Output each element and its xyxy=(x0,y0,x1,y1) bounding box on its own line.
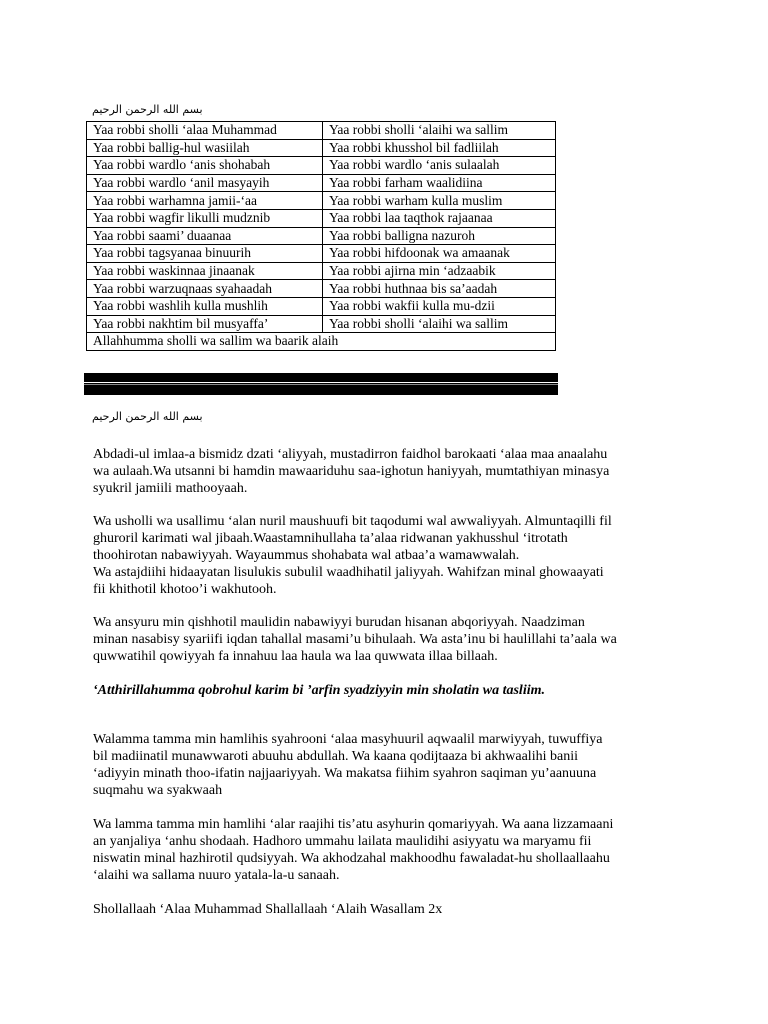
table-cell-left: Yaa robbi tagsyanaa binuurih xyxy=(87,245,323,263)
text-line: Walamma tamma min hamlihis syahrooni ‘alaa masyhuuril aqwaalil marwiyyah, tuwuffiya xyxy=(93,732,603,747)
text-line: Abdadi-ul imlaa-a bismidz dzati ‘aliyyah, mustadirron faidhol barokaati ‘alaa maa anaalahu xyxy=(93,447,608,462)
table-cell-left: Yaa robbi wardlo ‘anil masyayih xyxy=(87,174,323,192)
separator-line xyxy=(84,384,558,385)
table-cell-left: Yaa robbi saami’ duaanaa xyxy=(87,227,323,245)
table-row xyxy=(87,139,556,157)
table-row xyxy=(87,315,556,333)
paragraph-birth xyxy=(93,816,693,884)
text-line: fii khithotil khotoo’i wakhutooh. xyxy=(93,582,277,597)
table-row xyxy=(87,262,556,280)
table-cell-left: Yaa robbi washlih kulla mushlih xyxy=(87,297,323,315)
table-cell-left: Yaa robbi warhamna jamii-‘aa xyxy=(87,192,323,210)
table-cell-right: Yaa robbi huthnaa bis sa’aadah xyxy=(323,280,556,298)
table-footer-row xyxy=(87,333,556,351)
text-line: minan nasabisy syariifi iqdan tahallal masami’u bihulaah. Wa asta’inu bi haulillahi ta’aala wa xyxy=(93,632,617,647)
table-cell-left: Yaa robbi sholli ‘alaa Muhammad xyxy=(87,122,323,140)
table-cell-right: Yaa robbi farham waalidiina xyxy=(323,174,556,192)
text-line: an yanjaliya ‘anhu shodaah. Hadhoro ummahu lailata maulidihi asiyyatu wa maryamu fii xyxy=(93,834,592,849)
table-cell-right: Yaa robbi warham kulla muslim xyxy=(323,192,556,210)
text-line: ghuroril karimati wal jibaah.Waastamnihullaha ta’alaa ridwanan yakhusshul ‘itrotath xyxy=(93,531,568,546)
paragraph-abdullah xyxy=(93,731,693,799)
text-line: ‘Atthirillahumma qobrohul karim bi ’arfin syadziyyin min sholatin wa tasliim. xyxy=(93,683,545,698)
table-cell-right: Yaa robbi wardlo ‘anis sulaalah xyxy=(323,157,556,175)
text-line: Shollallaah ‘Alaa Muhammad Shallallaah ‘Alaih Wasallam 2x xyxy=(93,902,443,917)
table-cell-right: Yaa robbi laa taqthok rajaanaa xyxy=(323,209,556,227)
table-cell-left: Yaa robbi ballig-hul wasiilah xyxy=(87,139,323,157)
table-row xyxy=(87,297,556,315)
text-line: thoohirotan nabawiyyah. Wayaummus shohabata wal atbaa’a wamawwalah. xyxy=(93,548,520,563)
paragraph-refrain xyxy=(93,682,693,699)
basmalah-heading-top: بسم الله الرحمن الرحيم xyxy=(92,103,203,116)
table-cell-left: Yaa robbi wardlo ‘anis shohabah xyxy=(87,157,323,175)
table-row xyxy=(87,227,556,245)
table-cell-left: Yaa robbi waskinnaa jinaanak xyxy=(87,262,323,280)
text-line: Wa astajdiihi hidaayatan lisulukis subulil waadhihatil jaliyyah. Wahifzan minal ghowaayati xyxy=(93,565,604,580)
salawat-table xyxy=(86,121,556,351)
paragraph-closing-refrain xyxy=(93,901,693,918)
text-line: wa aulaah.Wa utsanni bi hamdin mawaariduhu saa-ighotun haniyyah, mumtathiyan minasya xyxy=(93,464,610,479)
table-cell-left: Yaa robbi warzuqnaas syahaadah xyxy=(87,280,323,298)
table-cell-right: Yaa robbi ajirna min ‘adzaabik xyxy=(323,262,556,280)
table-row xyxy=(87,280,556,298)
text-line: syukril jamiili mathooyaah. xyxy=(93,481,248,496)
table-row xyxy=(87,157,556,175)
text-line: bil madiinatil munawwaroti abuuhu abdullah. Wa kaana qodijtaaza bi akhwaalihi banii xyxy=(93,749,578,764)
text-line: Wa ansyuru min qishhotil maulidin nabawiyyi burudan hisanan abqoriyyah. Naadziman xyxy=(93,615,585,630)
text-line: ‘adiyyin minath thoo-ifatin najjaariyyah. Wa makatsa fiihim syahron saqiman yu’aanuuna xyxy=(93,766,597,781)
text-line: Wa usholli wa usallimu ‘alan nuril maushuufi bit taqodumi wal awwaliyyah. Almuntaqilli fil xyxy=(93,514,612,529)
table-cell-right: Yaa robbi hifdoonak wa amaanak xyxy=(323,245,556,263)
text-line: suqmahu wa syakwaah xyxy=(93,783,223,798)
table-cell-right: Yaa robbi sholli ‘alaihi wa sallim xyxy=(323,315,556,333)
table-cell-right: Yaa robbi khusshol bil fadliilah xyxy=(323,139,556,157)
paragraph-salutation xyxy=(93,513,693,598)
text-line: niswatin minal hazhirotil qudsiyyah. Wa akhodzahal makhoodhu fawaladat-hu shollaallaahu xyxy=(93,851,610,866)
basmalah-heading-bottom: بسم الله الرحمن الرحيم xyxy=(92,410,203,423)
table-footer-cell: Allahhumma sholli wa sallim wa baarik alaih xyxy=(87,333,556,351)
table-cell-right: Yaa robbi sholli ‘alaihi wa sallim xyxy=(323,122,556,140)
paragraph-mawlid-intro xyxy=(93,614,693,665)
table-row xyxy=(87,245,556,263)
table-cell-right: Yaa robbi wakfii kulla mu-dzii xyxy=(323,297,556,315)
text-line: Wa lamma tamma min hamlihi ‘alar raajihi tis’atu asyhurin qomariyyah. Wa aana lizzamaani xyxy=(93,817,614,832)
paragraph-opening xyxy=(93,446,693,497)
text-line: ‘alaihi wa sallama nuuro yatala-la-u sanaah. xyxy=(93,868,340,883)
table-row xyxy=(87,209,556,227)
table-row xyxy=(87,122,556,140)
table-cell-right: Yaa robbi balligna nazuroh xyxy=(323,227,556,245)
table-cell-left: Yaa robbi nakhtim bil musyaffa’ xyxy=(87,315,323,333)
black-separator-bar xyxy=(84,373,558,395)
table-row xyxy=(87,192,556,210)
separator-line xyxy=(84,382,558,383)
table-row xyxy=(87,174,556,192)
table-cell-left: Yaa robbi wagfir likulli mudznib xyxy=(87,209,323,227)
text-line: quwwatihil qowiyyah fa innahuu laa haula wa laa quwwata illaa billaah. xyxy=(93,649,498,664)
